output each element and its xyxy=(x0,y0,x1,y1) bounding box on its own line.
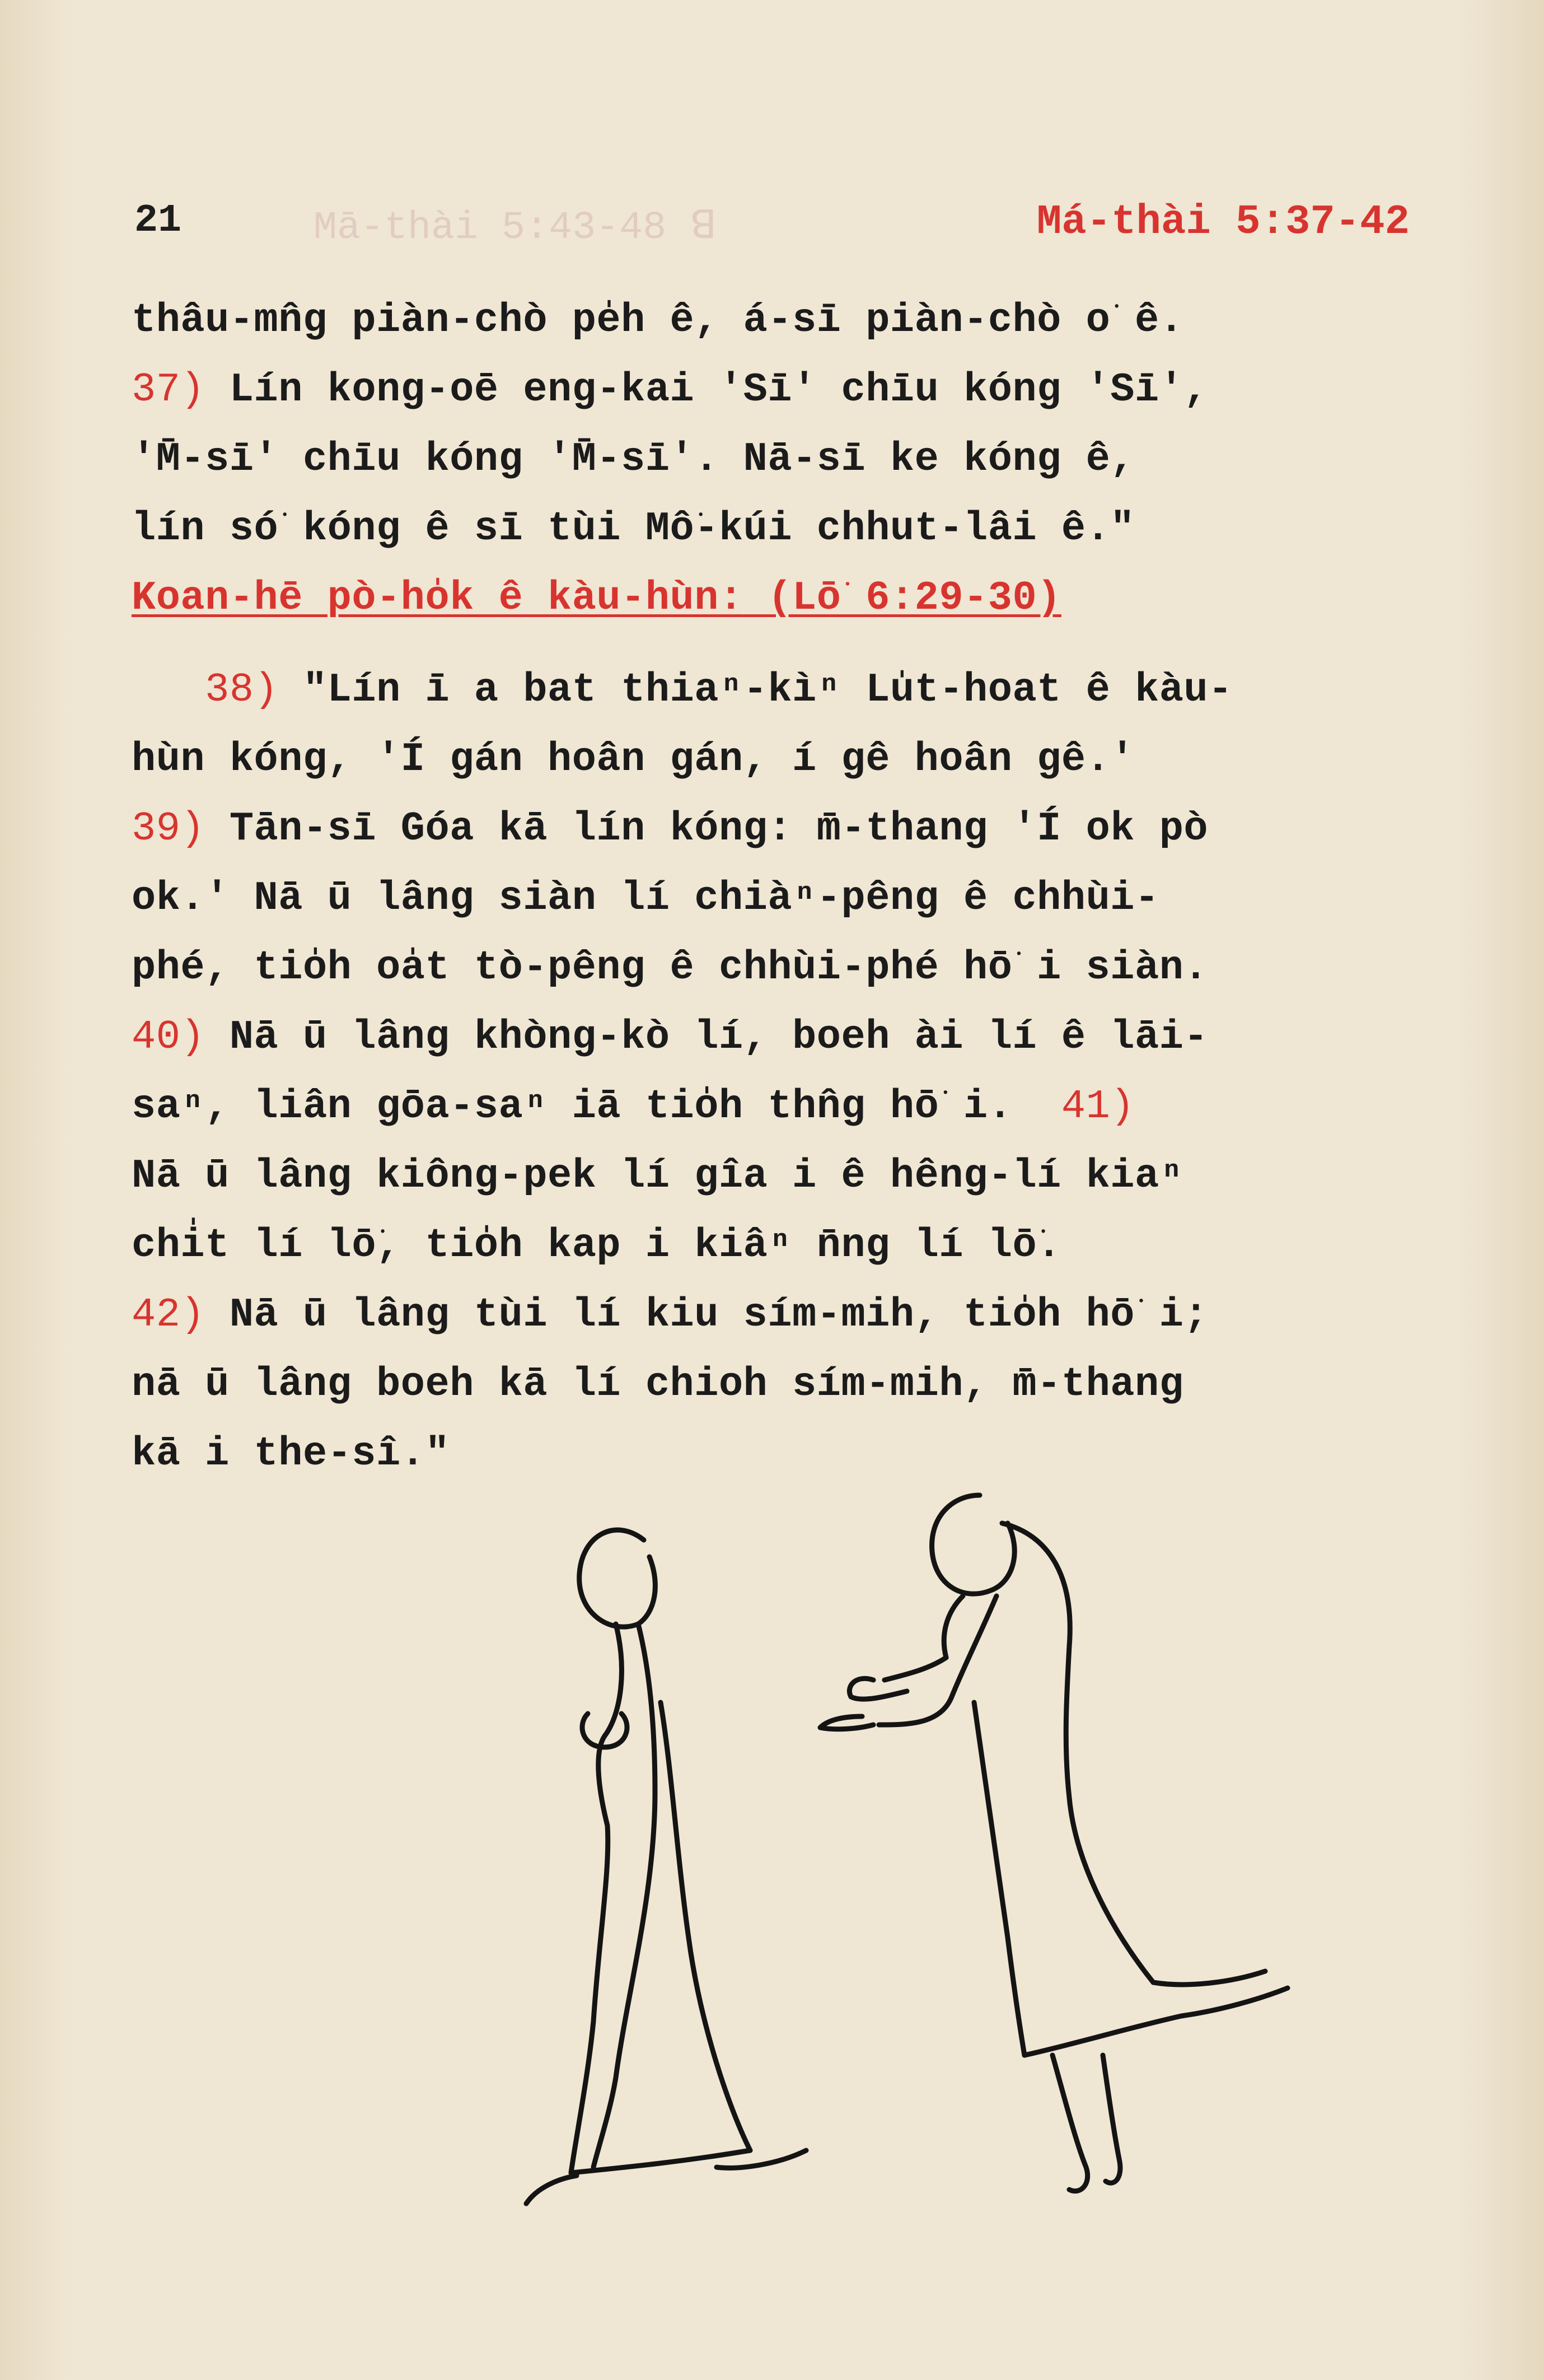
text-line: 38) "Lín ī a bat thiaⁿ-kìⁿ Lu̍t-hoat ê kàu- xyxy=(205,667,1233,713)
text-line: 'M̄-sī' chīu kóng 'M̄-sī'. Nā-sī ke kóng ê, xyxy=(132,436,1135,482)
text-line: lín só͘ kóng ê sī tùi Mô͘-kúi chhut-lâi ê." xyxy=(132,506,1135,552)
text-line: 40) Nā ū lâng khòng-kò lí, boeh ài lí ê lāi- xyxy=(132,1014,1209,1060)
text-line: saⁿ, liân gōa-saⁿ iā tio̍h thn̂g hō͘ i. 41) xyxy=(132,1084,1135,1130)
text-line: thâu-mn̂g piàn-chò pe̍h ê, á-sī piàn-chò o͘ ê. xyxy=(132,297,1184,343)
text-line: 39) Tān-sī Góa kā lín kóng: m̄-thang 'Í ok pò xyxy=(132,806,1209,852)
text-line: phé, tio̍h oa̍t tò-pêng ê chhùi-phé hō͘ i siàn. xyxy=(132,945,1209,991)
verse-number: 41) xyxy=(1061,1084,1135,1130)
verse-number: 40) xyxy=(132,1014,205,1060)
scripture-text xyxy=(132,286,1419,1488)
cross-reference: (Lō͘ 6:29-30) xyxy=(743,575,1061,621)
text-line: chi̍t lí lō͘, tio̍h kap i kiâⁿ n̄ng lí lō͘. xyxy=(132,1222,1061,1268)
walking-figure xyxy=(526,1530,806,2204)
verse-number: 37) xyxy=(132,367,205,413)
text-line: nā ū lâng boeh kā lí chioh sím-mih, m̄-thang xyxy=(132,1361,1184,1407)
text-line: kā i the-sî." xyxy=(132,1431,450,1477)
show-through-text: Mā-thài 5:43-48 ꓭ xyxy=(314,206,717,250)
running-title: Má-thài 5:37-42 xyxy=(1036,199,1410,246)
text-line: hùn kóng, 'Í gán hoân gán, í gê hoân gê.' xyxy=(132,736,1135,782)
page-header xyxy=(134,199,1410,244)
text-line: Nā ū lâng kiông-pek lí gîa i ê hêng-lí kiaⁿ xyxy=(132,1153,1184,1199)
begging-figure xyxy=(820,1495,1288,2191)
verse-number: 39) xyxy=(132,806,205,852)
text-line: 42) Nā ū lâng tùi lí kiu sím-mih, tio̍h hō͘ i; xyxy=(132,1292,1209,1338)
verse-number: 42) xyxy=(132,1292,205,1338)
verse-number: 38) xyxy=(205,667,279,713)
section-heading: Koan-hē pò-ho̍k ê kàu-hùn: (Lō͘ 6:29-30) xyxy=(132,575,1061,621)
text-line: 37) Lín kong-oē eng-kai 'Sī' chīu kóng 'Sī', xyxy=(132,367,1209,413)
page-number: 21 xyxy=(134,199,182,243)
beggar-illustration xyxy=(515,1434,1321,2274)
text-line: ok.' Nā ū lâng siàn lí chiàⁿ-pêng ê chhùi- xyxy=(132,875,1159,921)
